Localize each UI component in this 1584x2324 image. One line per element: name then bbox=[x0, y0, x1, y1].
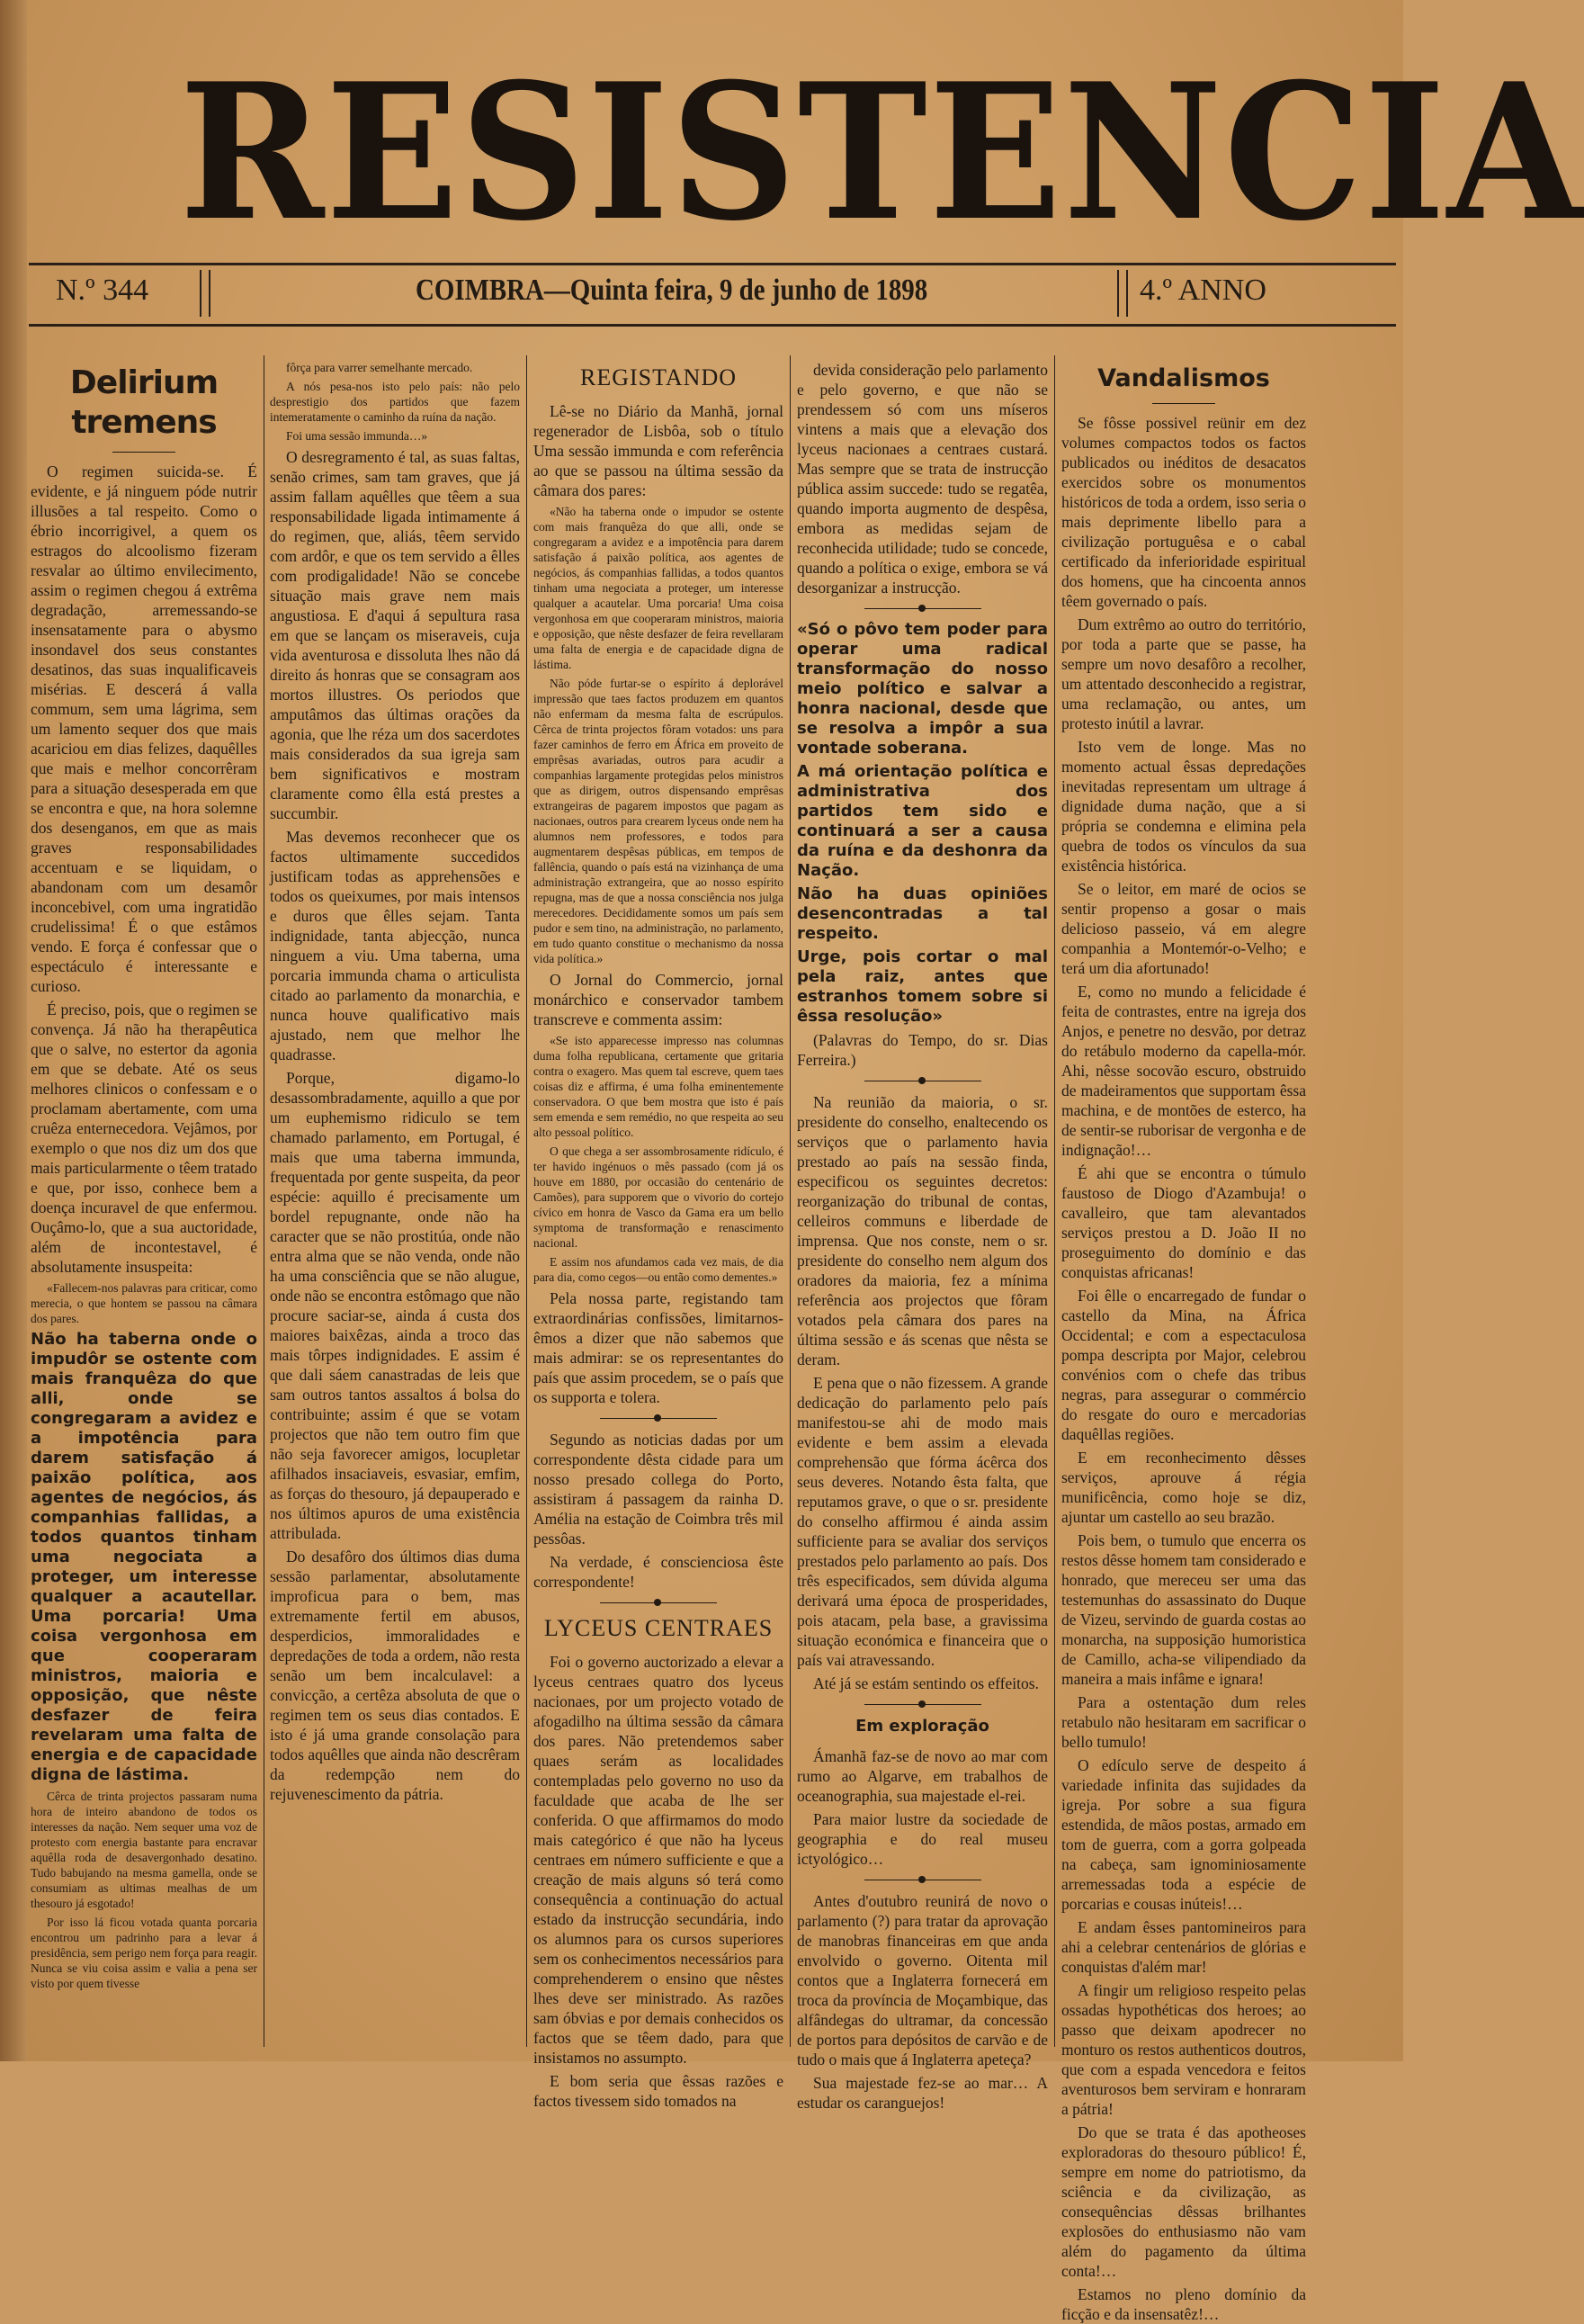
top-rule bbox=[29, 263, 1396, 265]
column-divider bbox=[526, 355, 527, 2047]
article-title-registando: REGISTANDO bbox=[579, 364, 738, 390]
quote-paragraph: Por isso lá ficou votada quanta porcaria encontrou um padrinho para a levar á presidência, sem perigo nem força para reagir. Nunca se viu coisa assim e valia a pena ser visto por quem tivesse bbox=[31, 1916, 257, 1990]
paragraph: O regimen suicida-se. É evidente, e já ninguem póde nutrir illusões a tal respeito. Como o ébrio incorrigivel, a quem os estragos do alcoolismo fizeram resvalar ao último envilecimento, assim o regimen chegou á extrêma degradação, arremessando-se insensatamente para o abysmo insondavel dos seus constantes desatinos, das suas inqualificaveis misérias. E descerá á valla commum, sem uma lágrima, sem um lamento sequer dos que mais acariciou em dias felizes, daquêlles que mais e melhor concorrêram para a situação desesperada em que se encontra e que, na hora solemne dos desenganos, em que as mais graves responsabilidades accentuam e se liquidam, o abandonam com um desamôr inconcebivel, com uma ingratidão crudelissima! É o que estâmos vendo. E força é confessar que o espectáculo é interessante e curioso. bbox=[31, 462, 257, 995]
paragraph: Se o leitor, em maré de ocios se sentir propenso a gosar o mais delicioso passeio, vá em alegre companhia a Montemór-o-Velho; e terá um dia afortunado! bbox=[1061, 880, 1306, 977]
column-divider bbox=[790, 355, 791, 2047]
column-2 bbox=[270, 360, 520, 2051]
citation: (Palavras do Tempo, do sr. Dias Ferreira.) bbox=[797, 1031, 1048, 1069]
paragraph: A fingir um religioso respeito pelas ossadas hypothéticas dos heroes; ao passo que deixam apodrecer no monturo os restos authenticos doutros, que com a espada vencedora e feitos aventurosos bem serviram e honraram a pátria! bbox=[1061, 1981, 1306, 2118]
column-5 bbox=[1061, 360, 1306, 2323]
paragraph: Foi o governo auctorizado a elevar a lyceus centraes quatro dos lyceus nacionaes, por um projecto votado de afogadilho na última sessão da câmara dos pares. Não pretendemos saber quaes serám as localidades contempladas pelo governo no uso da faculdade que acaba de lhe ser conferida. O que affirmamos do modo mais categórico é que não ha lyceus centraes em número sufficiente e que a creação de mais alguns só terá como consequência a continuação do actual estado da instrucção secundária, indo os alumnos para os cursos superiores sem os conhecimentos necessários para comprehenderem o ensino que nêstes lhes deve ser ministrado. As razões sam óbvias e por demais conhecidos os factos que se têem dado, para que insistamos no assumpto. bbox=[533, 1653, 783, 2067]
paragraph: Dum extrêmo ao outro do território, por toda a parte que se passe, ha sempre um novo desafôro a recolher, um attentado desconhecido a registrar, uma reclamação, ou antes, um protesto inútil a lavrar. bbox=[1061, 615, 1306, 732]
paragraph: Estamos no pleno domínio da ficção e da insensatêz!… bbox=[1061, 2285, 1306, 2323]
quote-paragraph: A nós pesa-nos isto pelo país: não pelo desprestigio dos partidos que fazem intemeratamente o caminho da ruína da nação. bbox=[270, 380, 520, 424]
quote-paragraph: Não póde furtar-se o espírito á deplorável impressão que taes factos produzem em quantos não enfermam da mesma falta de escrúpulos. Cêrca de trinta projectos fôram votados: uns para fazer caminhos de ferro em África em proveito de emprêsas avariadas, outros para acudir a companhias largamente protegidas pelos ministros que as dirigem, outros dispensando emprêsas extrangeiras de pagarem impostos que pagam as nacionaes, outros para crearem lyceus onde nem ha alumnos nem professores, e todos para augmentarem despêsas públicas, em tempos de fallência, quando o país está na vizinhança de uma administração extrangeira, que ao nosso espírito repugna, mas de que a nossa consciência nos julga merecedores. Decididamente somos um país sem pudor e sem tino, na administração, no parlamento, em tudo quanto constitue o mechanismo da nossa vida política.» bbox=[533, 677, 783, 965]
paragraph: Para a ostentação dum reles retabulo não hesitaram em sacrificar o bello tumulo! bbox=[1061, 1693, 1306, 1751]
column-divider bbox=[1054, 355, 1055, 2047]
section-ornament bbox=[600, 1602, 717, 1603]
paragraph: É ahi que se encontra o túmulo faustoso de Diogo d'Azambuja! o cavalleiro, que tam alevantados serviços prestou a D. João II no proseguimento do domínio e das conquistas africanas! bbox=[1061, 1164, 1306, 1281]
section-ornament bbox=[600, 1418, 717, 1419]
paragraph: devida consideração pelo parlamento e pelo governo, e que não se prendessem só com uns míseros vintens a mais que a elevação dos lyceus nacionaes a centraes custará. Mas sempre que se trata de instrucção pública assim succede: tudo se regatêa, quando importa augmento de despêsa, embora as medidas sejam de reconhecida utilidade; tudo se concede, quando a política o exige, embora se vá desorganizar a instrucção. bbox=[797, 361, 1048, 597]
paragraph: Foi êlle o encarregado de fundar o castello da Mina, na África Occidental; e com a espectaculosa pompa descripta por Major, celebrou convénios com o chefe das tribus negras, para assegurar o commércio do resgate do ouro e mercadorias daquêllas regiões. bbox=[1061, 1287, 1306, 1443]
title-rule bbox=[112, 452, 175, 453]
column-3 bbox=[533, 360, 783, 2110]
column-1 bbox=[31, 360, 257, 2051]
quote-paragraph: Foi uma sessão immunda…» bbox=[286, 429, 428, 443]
quote-paragraph: O que chega a ser assombrosamente ridículo, é ter havido ingénuos o mês passado (com já os houve em 1880, por occasião do centenário de Camões), para supporem que o vivorio do cortejo cívico em honra de Vasco da Gama era um bello symptoma de transformação e renascimento nacional. bbox=[533, 1144, 783, 1250]
paragraph: Isto vem de longe. Mas no momento actual êssas depredações inevitadas representam um ultrage á dignidade duma nação, que a si própria se condemna e elimina pela quebra de todos os vínculos da sua existência histórica. bbox=[1061, 738, 1306, 875]
paragraph: Mas devemos reconhecer que os factos ultimamente succedidos justificam todas as apprehensões e todos os queixumes, por mais intensos e duros que êlles sejam. Tanta indignidade, tanta abjecção, nunca ninguem a viu. Uma taberna, uma porcaria immunda chama o articulista citado ao parlamento da monarchia, e nunca houve qualificativo mais ajustado, nem que melhor lhe quadrasse. bbox=[270, 828, 520, 1063]
paragraph: Do desafôro dos últimos dias duma sessão parlamentar, absolutamente improficua para o bem, mas extremamente fertil em abusos, desperdicios, immoralidades e depredações de toda a ordem, não resta senão um bem incalculavel: a convicção, a certêza absoluta de que o regimen tem os seus dias contados. E isto é já uma grande consolação para todos aquêlles que ainda não descrêram da redempção nem do rejuvenescimento da pátria. bbox=[270, 1548, 520, 1803]
quote-paragraph: «Não ha taberna onde o impudor se ostente com mais franquêza do que alli, onde se congregaram a avidez e a impotência para darem satisfação á paixão política, aos agentes de negócios, ás companhias fallidas, a todos quantos tinham uma negociata a proteger, um interesse qualquer a acautelar. Uma porcaria! Uma coisa vergonhosa em que cooperaram ministros, maioria e opposição, que nêste desfazer de feira revellaram uma falta de energia e de capacidade digna de lástima. bbox=[533, 505, 783, 671]
paragraph: Na verdade, é conscienciosa êste correspondente! bbox=[533, 1553, 783, 1591]
paragraph: E bom seria que êssas razões e factos tivessem sido tomados na bbox=[533, 2072, 783, 2110]
info-separator bbox=[200, 270, 210, 317]
year-label: 4.º ANNO bbox=[1140, 274, 1266, 307]
paragraph: Para maior lustre da sociedade de geographia e do real museu ictyológico… bbox=[797, 1810, 1048, 1868]
quote-paragraph: E assim nos afundamos cada vez mais, de dia para dia, como cegos—ou então como dementes.» bbox=[533, 1255, 783, 1284]
info-separator bbox=[1117, 270, 1128, 317]
paragraph: E pena que o não fizessem. A grande dedicação do parlamento pelo país manifestou-se ahi de modo mais evidente e bem assim a elevada comprehensão que fórma ácêrca dos seus deveres. Notando êsta falta, que reputamos grave, o que o sr. presidente do conselho affirmou é ainda assim sufficiente para se avaliar dos serviços prestados pelo parlamento ao país. Dos três especificados, sem dúvida alguma derivará uma época de prosperidades, pois atacam, pela base, a gravissima situação económica e financeira que o país vai atravessando. bbox=[797, 1374, 1048, 1669]
paragraph: O desregramento é tal, as suas faltas, senão crimes, sam tam graves, que já assim fallam aquêlles que têem a sua responsabilidade ligada intimamente á do regimen, que, aliás, têem servido com ardôr, e que os tem servido a êlles com prodigalidade! Não se concebe situação mais grave nem mais angustiosa. E d'aqui á sepultura rasa em que se lançam os miseraveis, cuja vida aventurosa e dissoluta lhes não dá direito ás honras que se consagram aos mortos illustres. Os periodos que amputâmos das últimas orações da agonia, que lhe réza um dos sacerdotes mais considerados da sua igreja sam bem significativos e mostram claramente como êlla está prestes a succumbir. bbox=[270, 448, 520, 822]
info-bar bbox=[29, 268, 1396, 320]
article-title-exploracao: Em exploração bbox=[855, 1717, 989, 1736]
paragraph: Até já se estám sentindo os effeitos. bbox=[813, 1674, 1039, 1692]
paragraph: Ámanhã faz-se de novo ao mar com rumo ao Algarve, em trabalhos de oceanographia, sua majestade el-rei. bbox=[797, 1747, 1048, 1805]
paragraph: Pela nossa parte, registando tam extraordinárias confissões, limitarnos-êmos a dizer que não sabemos que mais admirar: se os representantes do país que assim procedem, se o país que os supporta e tolera. bbox=[533, 1289, 783, 1406]
bold-quote: Urge, pois cortar o mal pela raiz, antes que estranhos tomem sobre si êssa resolução» bbox=[797, 947, 1048, 1026]
quote-paragraph: Cêrca de trinta projectos passaram numa hora de inteiro abandono de todos os interesses da nação. Nem sequer uma voz de protesto com energia bastante para encravar aquêlla roda de desavergonhado desatino. Tudo babujando na mesma gamella, onde se consumiam as ultimas mealhas de um thesouro já esgotado! bbox=[31, 1790, 257, 1910]
section-ornament bbox=[864, 608, 981, 609]
issue-number: N.º 344 bbox=[56, 274, 149, 307]
paragraph: O edículo serve de despeito á variedade infinita das sujidades da igreja. Por sobre a sua figura estendida, de mãos postas, armado em tom de guerra, com a gorra golpeada na cabeça, sam ignominiosamente arremessadas toda a espécie de porcarias e cousas inúteis!… bbox=[1061, 1756, 1306, 1913]
bottom-rule bbox=[29, 324, 1396, 327]
section-ornament bbox=[864, 1704, 981, 1705]
page-binding-edge bbox=[0, 0, 27, 2061]
quote-paragraph: fôrça para varrer semelhante mercado. bbox=[286, 361, 473, 374]
bold-quote: A má orientação política e administrativa dos partidos tem sido e continuará a ser a causa da ruína e da deshonra da Nação. bbox=[797, 762, 1048, 880]
dateline: COIMBRA—Quinta feira, 9 de junho de 1898 bbox=[416, 274, 928, 307]
title-rule bbox=[1152, 403, 1215, 404]
bold-quote: Não ha duas opiniões desencontradas a tal respeito. bbox=[797, 884, 1048, 943]
paragraph: Do que se trata é das apotheoses exploradoras do thesouro público! É, sempre em nome do patriotismo, da sciência e da civilização, as consequências dêssas brilhantes explosões do enthusiasmo não vam além do pagamento da última conta!… bbox=[1061, 2123, 1306, 2280]
bold-quote: «Só o pôvo tem poder para operar uma radical transformação do nosso meio político e salvar a honra nacional, desde que se resolva a impôr a sua vontade soberana. bbox=[797, 620, 1048, 758]
paragraph: É preciso, pois, que o regimen se convença. Já não ha therapêutica que o salve, no estertor da agonia em que se debate. Até os seus melhores clinicos o confessam e o proclamam abertamente, com uma cruêza enternecedora. Vejâmos, por exemplo o que nos diz um dos que mais particularmente o têem tratado e que, por isso, conhece bem a doença incuravel de que enfermou. Ouçâmo-lo, que a sua auctoridade, além de incontestavel, é absolutamente insuspeita: bbox=[31, 1000, 257, 1276]
paragraph: Se fôsse possivel reünir em dez volumes compactos todos os factos publicados ou inéditos de desacatos exercidos sobre os monumentos históricos de toda a ordem, isso seria o mais deprimente libello para a civilização portuguêsa e o cabal certificado da inferioridade espiritual dos homens, que ha cincoenta annos têem governado o país. bbox=[1061, 414, 1306, 610]
paragraph: Lê-se no Diário da Manhã, jornal regenerador de Lisbôa, sob o título Uma sessão immunda e com referência ao que se passou na última sessão da câmara dos pares: bbox=[533, 402, 783, 499]
article-title-vandalismos: Vandalismos bbox=[1097, 364, 1270, 392]
quote-paragraph: «Se isto apparecesse impresso nas columnas duma folha republicana, certamente que gritaria contra o exagero. Mas quem tal escreve, quem taes coisas diz e affirma, é uma folha eminentemente conservadora. O que bem mostra que isto é país sem emenda e sem remédio, no que respeita ao seu alto pessoal político. bbox=[533, 1034, 783, 1139]
paragraph: Na reunião da maioria, o sr. presidente do conselho, enaltecendo os serviços que o parlamento havia prestado ao país na sessão finda, especificou os seguintes decretos: reorganização do tribunal de contas, celleiros communs e liberdade de imprensa. Que nos conste, nem o sr. presidente do conselho nem algum dos oradores da maioria, fez a mínima referência aos projectos que fôram votados pela câmara dos pares na última sessão e ás scenas que nêsta se deram. bbox=[797, 1093, 1048, 1368]
column-4 bbox=[797, 360, 1048, 2112]
masthead-title: RESISTENCIA bbox=[179, 43, 1584, 263]
paragraph: O Jornal do Commercio, jornal monárchico e conservador tambem transcreve e commenta assim: bbox=[533, 971, 783, 1028]
paragraph: Pois bem, o tumulo que encerra os restos dêsse homem tam considerado e honrado, que mereceu ser uma das testemunhas do assassinato do Duque de Vizeu, servindo de guarda costas ao monarcha, na supposição humoristica de Camillo, acha-se vilipendiado da maneira a mais infâme e ignara! bbox=[1061, 1531, 1306, 1688]
paragraph: Sua majestade fez-se ao mar… A estudar os caranguejos! bbox=[797, 2074, 1048, 2112]
paragraph: Antes d'outubro reunirá de novo o parlamento (?) para tratar da aprovação de manobras financeiras em que anda envolvido o governo. Oitenta mil contos que a Inglaterra fornecerá em troca da província de Moçambique, das alfândegas do ultramar, da concessão de portos para depósitos de carvão e de tudo o mais que á Inglaterra apeteça? bbox=[797, 1892, 1048, 2068]
paragraph: Porque, digamo-lo desassombradamente, aquillo a que por um euphemismo ridiculo se tem chamado parlamento, em Portugal, é mais que uma taberna immunda, frequentada por gente suspeita, da peor espécie: aquillo é precisamente um bordel repugnante, onde não ha caracter que se não prostitúa, onde não entra alma que se não venda, onde não ha uma consciência que se não alugue, onde não se encontra estômago que não procure saciar-se, ainda á custa dos maiores baixêzas, ainda a troco das mais tôrpes indignidades. E assim é que dali sáem canastradas de leis que sam outros tantos assaltos á bolsa do contribuinte; assim é que se votam projectos que não tem outro fim que não seja favorecer amigos, locupletar afilhados insaciaveis, esvasiar, emfim, as forças do thesouro, já depauperado e nos últimos apuros de uma existência attribulada. bbox=[270, 1069, 520, 1542]
article-title-delirium: Delirium tremens bbox=[69, 364, 219, 441]
paragraph: E, como no mundo a felicidade é feita de contrastes, entre na igreja dos Anjos, e penetre no desvão, por detraz do retábulo moderno da capella-mór. Ahi, nêsse socovão escuro, obstruido de madeiramentos que supportam êssa machina, e de montões de esterco, ha de sentir-se ruborisar de vergonha e de indignação!… bbox=[1061, 983, 1306, 1159]
article-title-lyceus: LYCEUS CENTRAES bbox=[543, 1615, 774, 1641]
quote-paragraph: «Fallecem-nos palavras para criticar, como merecia, o que hontem se passou na câmara dos pares. bbox=[31, 1281, 257, 1325]
paragraph: E andam êsses pantomineiros para ahi a celebrar centenários de glórias e conquistas d'além mar! bbox=[1061, 1918, 1306, 1976]
bold-quote: Não ha taberna onde o impudôr se ostente com mais franquêza do que alli, onde se congregaram a avidez e a impotência para darem satisfação á paixão política, aos agentes de negócios, ás companhias fallidas, a todos quantos tinham uma negociata a proteger, um interesse qualquer a acautellar. Uma porcaria! Uma coisa vergonhosa em que cooperaram ministros, maioria e opposição, que nêste desfazer de feira revelaram uma falta de energia e de capacidade digna de lástima. bbox=[31, 1330, 257, 1784]
paragraph: Segundo as noticias dadas por um correspondente dêsta cidade para um nosso presado collega do Porto, assistiram á passagem da rainha D. Amélia na estação de Coimbra três mil pessôas. bbox=[533, 1431, 783, 1548]
paragraph: E em reconhecimento dêsses serviços, aprouve á régia munificência, como hoje se diz, ajuntar um castello ao seu brazão. bbox=[1061, 1449, 1306, 1526]
